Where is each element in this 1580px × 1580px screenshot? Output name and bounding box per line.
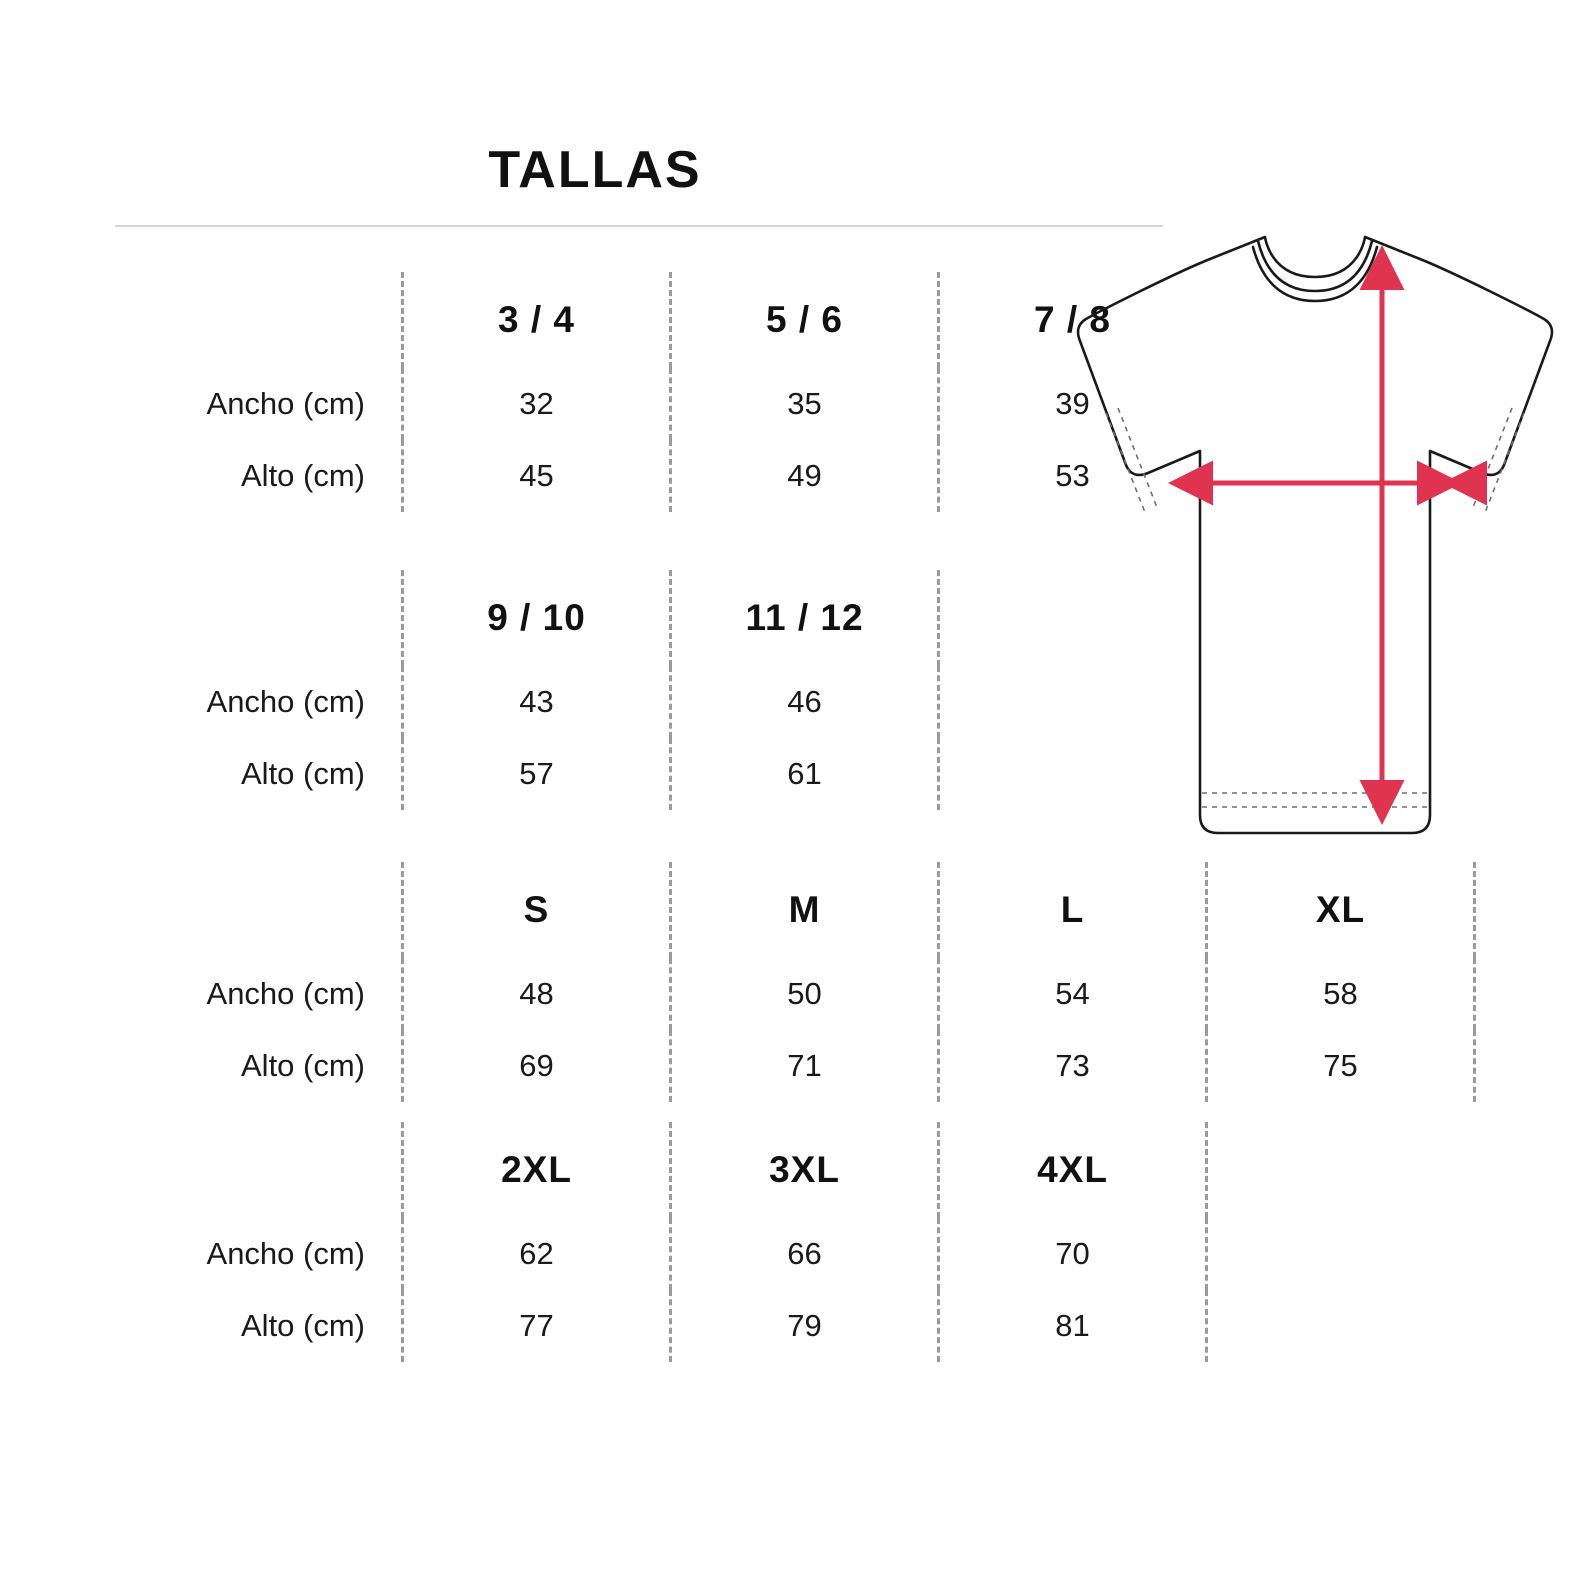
cell-width: 54 (939, 958, 1207, 1030)
cell-height: 57 (403, 738, 671, 810)
cell-width: 66 (671, 1218, 939, 1290)
cell-height: 49 (671, 440, 939, 512)
cell-width: 39 (939, 368, 1206, 440)
header-corner (110, 570, 403, 666)
cell-height: 71 (671, 1030, 939, 1102)
table-header-row (110, 1122, 1207, 1218)
cell-height: 81 (939, 1290, 1207, 1362)
table-row (110, 440, 1205, 512)
title-divider (115, 225, 1163, 227)
cell-width: 50 (671, 958, 939, 1030)
table-row (110, 738, 939, 810)
cell-height: 69 (403, 1030, 671, 1102)
table-header-row (110, 570, 939, 666)
row-label-height: Alto (cm) (241, 458, 365, 493)
size-header: S (403, 862, 671, 958)
size-header: M (671, 862, 939, 958)
cell-width: 46 (671, 666, 939, 738)
size-table-kids-2 (110, 570, 940, 810)
table-header-row (110, 862, 1475, 958)
cell-width: 32 (403, 368, 671, 440)
size-header: 9 / 10 (403, 570, 671, 666)
size-table-adult-1 (110, 862, 1476, 1102)
cell-height: 77 (403, 1290, 671, 1362)
row-label-height: Alto (cm) (241, 1308, 365, 1343)
cell-width: 70 (939, 1218, 1207, 1290)
row-label-width: Ancho (cm) (206, 386, 365, 421)
size-header: 4XL (939, 1122, 1207, 1218)
row-label-width: Ancho (cm) (206, 976, 365, 1011)
size-header: 7 / 8 (939, 272, 1206, 368)
row-label-height: Alto (cm) (241, 1048, 365, 1083)
header-corner (110, 1122, 403, 1218)
cell-height: 73 (939, 1030, 1207, 1102)
table-row (110, 1290, 1207, 1362)
row-label-width: Ancho (cm) (206, 684, 365, 719)
cell-width: 48 (403, 958, 671, 1030)
row-label-height: Alto (cm) (241, 756, 365, 791)
size-header: 11 / 12 (671, 570, 939, 666)
row-label-width: Ancho (cm) (206, 1236, 365, 1271)
tshirt-outline-icon (1078, 237, 1552, 833)
table-row (110, 958, 1475, 1030)
header-corner (110, 862, 403, 958)
cell-width: 43 (403, 666, 671, 738)
table-row (110, 1030, 1475, 1102)
tshirt-measurement-diagram (1060, 215, 1570, 875)
size-header: XL (1207, 862, 1475, 958)
size-header: 2XL (403, 1122, 671, 1218)
cell-height: 61 (671, 738, 939, 810)
table-row (110, 368, 1205, 440)
page-title: TALLAS (488, 141, 702, 199)
size-header: 3 / 4 (403, 272, 671, 368)
cell-height: 75 (1207, 1030, 1475, 1102)
header-corner (110, 272, 403, 368)
size-table-kids-1 (110, 272, 1205, 512)
cell-height: 45 (403, 440, 671, 512)
table-header-row (110, 272, 1205, 368)
size-table-adult-2 (110, 1122, 1208, 1362)
size-header: L (939, 862, 1207, 958)
cell-height: 79 (671, 1290, 939, 1362)
hem-stitching-icon (1106, 408, 1524, 807)
cell-width: 58 (1207, 958, 1475, 1030)
cell-width: 35 (671, 368, 939, 440)
cell-height: 53 (939, 440, 1206, 512)
cell-width: 62 (403, 1218, 671, 1290)
table-row (110, 666, 939, 738)
table-row (110, 1218, 1207, 1290)
size-header: 3XL (671, 1122, 939, 1218)
size-header: 5 / 6 (671, 272, 939, 368)
